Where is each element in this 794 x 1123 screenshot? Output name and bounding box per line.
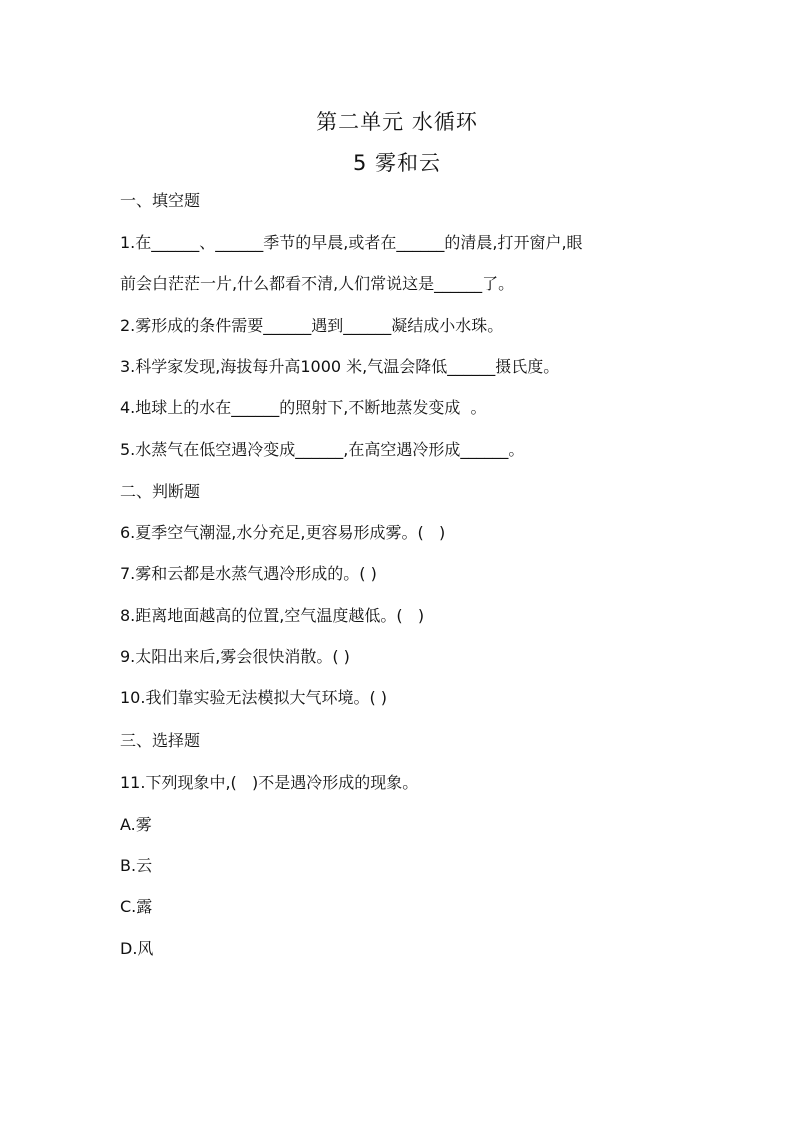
question-6: 6.夏季空气潮湿,水分充足,更容易形成雾。( ) xyxy=(120,523,446,542)
question-10: 10.我们靠实验无法模拟大气环境。( ) xyxy=(120,688,388,707)
question-1-line-2: 前会白茫茫一片,什么都看不清,人们常说这是______了。 xyxy=(120,274,515,293)
question-3: 3.科学家发现,海拔每升高1000 米,气温会降低______摄氏度。 xyxy=(120,357,560,376)
option-b: B.云 xyxy=(120,856,153,875)
question-8: 8.距离地面越高的位置,空气温度越低。( ) xyxy=(120,606,425,625)
section-heading-choice: 三、选择题 xyxy=(120,731,201,750)
option-d: D.风 xyxy=(120,939,154,958)
section-heading-fill-blank: 一、填空题 xyxy=(120,191,201,210)
question-5: 5.水蒸气在低空遇冷变成______,在高空遇冷形成______。 xyxy=(120,440,525,459)
option-c: C.露 xyxy=(120,897,153,916)
question-1-line-1: 1.在______、______季节的早晨,或者在______的清晨,打开窗户,眼 xyxy=(120,233,583,252)
question-11: 11.下列现象中,( )不是遇冷形成的现象。 xyxy=(120,773,419,792)
lesson-title: 5 雾和云 xyxy=(352,151,442,175)
question-2: 2.雾形成的条件需要______遇到______凝结成小水珠。 xyxy=(120,316,504,335)
option-a: A.雾 xyxy=(120,815,152,834)
question-7: 7.雾和云都是水蒸气遇冷形成的。( ) xyxy=(120,564,377,583)
section-heading-judge: 二、判断题 xyxy=(120,482,201,501)
unit-title: 第二单元 水循环 xyxy=(316,110,478,134)
question-4: 4.地球上的水在______的照射下,不断地蒸发变成 。 xyxy=(120,398,487,417)
question-9: 9.太阳出来后,雾会很快消散。( ) xyxy=(120,647,350,666)
